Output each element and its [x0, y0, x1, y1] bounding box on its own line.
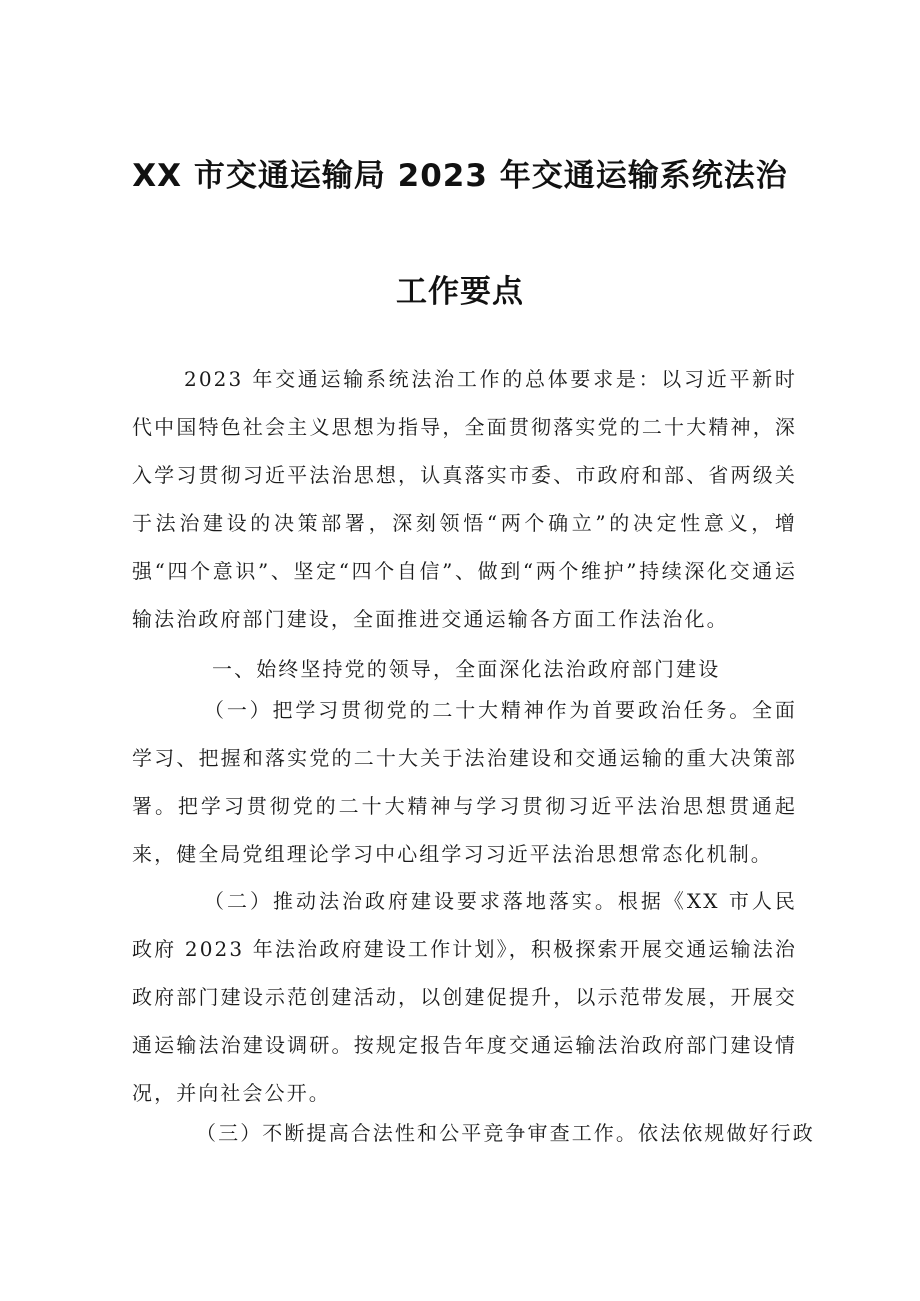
document-title-line-1: XX 市交通运输局 2023 年交通运输系统法治: [132, 158, 788, 194]
document-title-line-2: 工作要点: [396, 274, 524, 310]
section-heading-1: 一、始终坚持党的领导，全面深化法治政府部门建设: [212, 657, 721, 681]
paragraph-item-3: （三）不断提高合法性和公平竞争审查工作。依法依规做好行政: [196, 1121, 815, 1145]
paragraph-item-1: （一）把学习贯彻党的二十大精神作为首要政治任务。全面学习、把握和落实党的二十大关于法治建设和交通运输的重大决策部署。把学习贯彻党的二十大精神与学习贯彻习近平法治思想贯通起来，健全局党组理论学习中心组学习习近平法治思想常态化机制。: [132, 698, 797, 866]
paragraph-general-requirements: 2023 年交通运输系统法治工作的总体要求是：以习近平新时代中国特色社会主义思想为指导，全面贯彻落实党的二十大精神，深入学习贯彻习近平法治思想，认真落实市委、市政府和部、省两级关于法治建设的决策部署，深刻领悟“两个确立”的决定性意义，增强“四个意识”、坚定“四个自信”、做到“两个维护”持续深化交通运输法治政府部门建设，全面推进交通运输各方面工作法治化。: [132, 367, 797, 631]
paragraph-item-2: （二）推动法治政府建设要求落地落实。根据《XX 市人民政府 2023 年法治政府建设工作计划》，积极探索开展交通运输法治政府部门建设示范创建活动，以创建促提升，以示范带发展，开展交通运输法治建设调研。按规定报告年度交通运输法治政府部门建设情况，并向社会公开。: [132, 889, 797, 1105]
